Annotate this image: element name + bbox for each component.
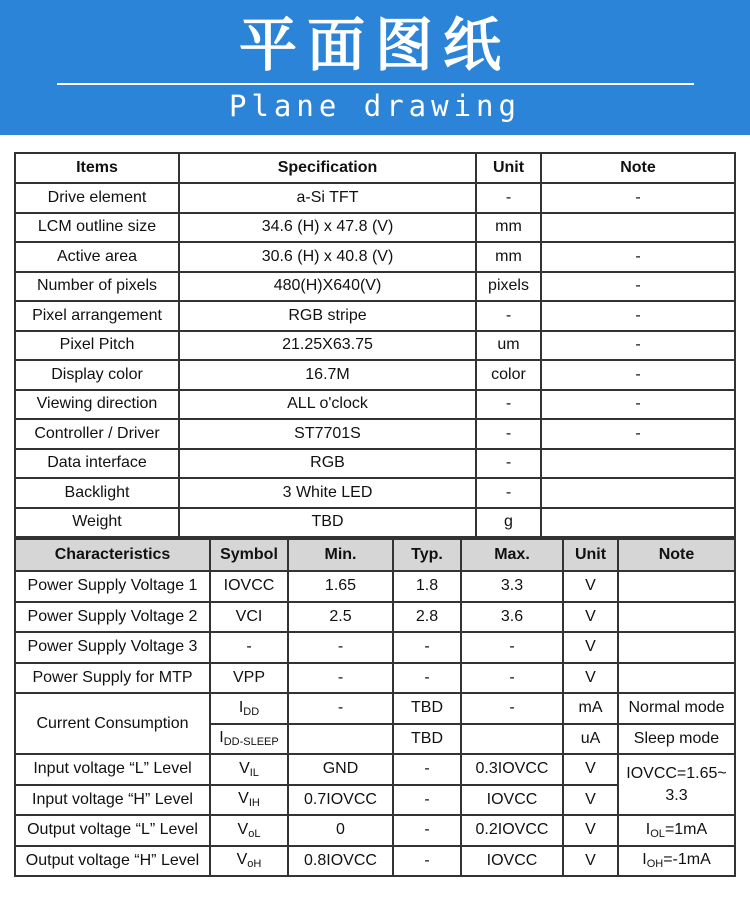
note-cell [618,602,735,633]
unit-cell: - [476,478,541,508]
unit-cell: V [563,846,618,877]
typ-header: Typ. [393,539,461,571]
symbol-cell [210,846,288,877]
note-subscript: OL [650,827,665,840]
table-row [15,360,735,390]
spec-cell: RGB [179,449,476,479]
note-main: I [642,851,647,869]
symbol-cell [210,754,288,785]
max-cell: 3.3 [461,571,563,602]
char-cell: Current Consumption [15,693,210,754]
min-cell: - [288,632,393,663]
note-cell: Normal mode [618,693,735,724]
spec-cell: a-Si TFT [179,183,476,213]
max-cell: IOVCC [461,785,563,816]
spec-cell: 34.6 (H) x 47.8 (V) [179,213,476,243]
symbol-subscript: IH [248,797,260,810]
note-header: Note [618,539,735,571]
table-row [15,449,735,479]
symbol-cell: VCI [210,602,288,633]
note-cell [541,508,735,538]
max-cell: - [461,632,563,663]
note-cell: - [541,183,735,213]
unit-cell: mm [476,213,541,243]
table-row [15,419,735,449]
note-cell: - [541,419,735,449]
table-row [15,242,735,272]
item-cell: Data interface [15,449,179,479]
spec-cell: 30.6 (H) x 40.8 (V) [179,242,476,272]
note-cell [618,632,735,663]
item-cell: Number of pixels [15,272,179,302]
table-row [15,301,735,331]
note-cell: - [541,242,735,272]
unit-cell: - [476,183,541,213]
item-cell: Weight [15,508,179,538]
max-cell: IOVCC [461,846,563,877]
unit-cell: - [476,390,541,420]
table-row [15,632,735,663]
unit-cell: - [476,301,541,331]
items-header: Items [15,153,179,183]
note-cell: - [541,301,735,331]
max-cell: 0.2IOVCC [461,815,563,846]
note-main: I [645,820,651,838]
char-cell: Power Supply for MTP [15,663,210,694]
symbol-cell [210,693,288,724]
min-cell: - [288,663,393,694]
symbol-main: I [238,698,244,716]
char-cell: Output voltage “L” Level [15,815,210,846]
note-header: Note [541,153,735,183]
max-cell: - [461,663,563,694]
table-row [15,846,735,877]
char-cell: Input voltage “L” Level [15,754,210,785]
typ-cell: - [393,815,461,846]
symbol-subscript: oH [247,858,262,871]
spec-tables [14,152,734,877]
table-row [15,693,735,724]
unit-header: Unit [563,539,618,571]
unit-cell: V [563,602,618,633]
specification-header: Specification [179,153,476,183]
specification-table [14,152,736,538]
symbol-main: V [239,759,250,777]
max-cell: 0.3IOVCC [461,754,563,785]
typ-cell: 2.8 [393,602,461,633]
item-cell: Viewing direction [15,390,179,420]
item-cell: Controller / Driver [15,419,179,449]
item-cell: Pixel arrangement [15,301,179,331]
banner-title: 平面图纸 [238,11,511,79]
table-row [15,815,735,846]
unit-cell: V [563,663,618,694]
typ-cell: - [393,754,461,785]
unit-cell: - [476,419,541,449]
unit-cell: V [563,785,618,816]
min-cell: 0 [288,815,393,846]
typ-cell: TBD [393,693,461,724]
note-cell [618,571,735,602]
min-cell: 2.5 [288,602,393,633]
note-cell [541,478,735,508]
spec-cell: TBD [179,508,476,538]
max-cell: 3.6 [461,602,563,633]
item-cell: Pixel Pitch [15,331,179,361]
note-cell: Sleep mode [618,724,735,755]
spec-cell: 16.7M [179,360,476,390]
max-header: Max. [461,539,563,571]
typ-cell: - [393,785,461,816]
unit-cell: mm [476,242,541,272]
symbol-subscript: DD-SLEEP [223,736,279,749]
item-cell: Display color [15,360,179,390]
note-rest: =1mA [664,820,708,838]
item-cell: LCM outline size [15,213,179,243]
typ-cell: TBD [393,724,461,755]
char-cell: Output voltage “H” Level [15,846,210,877]
min-cell: GND [288,754,393,785]
typ-cell: - [393,632,461,663]
item-cell: Active area [15,242,179,272]
symbol-main: I [219,729,224,747]
unit-cell: g [476,508,541,538]
symbol-cell: - [210,632,288,663]
symbol-main: V [237,820,249,838]
table-row [15,478,735,508]
note-cell: IOVCC=1.65~ 3.3 [618,754,735,815]
typ-cell: 1.8 [393,571,461,602]
symbol-cell [210,815,288,846]
unit-cell: V [563,754,618,785]
symbol-cell: IOVCC [210,571,288,602]
symbol-main: V [238,790,249,808]
unit-cell: um [476,331,541,361]
table-row [15,602,735,633]
spec-cell: ALL o'clock [179,390,476,420]
char-cell: Input voltage “H” Level [15,785,210,816]
min-cell: 0.8IOVCC [288,846,393,877]
spec-cell: 21.25X63.75 [179,331,476,361]
table-row [15,183,735,213]
symbol-cell: VPP [210,663,288,694]
item-cell: Backlight [15,478,179,508]
max-cell [461,724,563,755]
banner-subtitle: Plane drawing [229,89,521,123]
note-cell [618,846,735,877]
spec-cell: RGB stripe [179,301,476,331]
char-header-row [15,539,735,571]
min-cell: - [288,693,393,724]
unit-cell: mA [563,693,618,724]
char-cell: Power Supply Voltage 2 [15,602,210,633]
symbol-subscript: oL [248,827,261,840]
note-cell [618,663,735,694]
item-cell: Drive element [15,183,179,213]
note-rest: =-1mA [663,851,711,869]
max-cell: - [461,693,563,724]
symbol-subscript: IL [249,766,259,779]
char-cell: Power Supply Voltage 1 [15,571,210,602]
note-cell [541,449,735,479]
table-row [15,331,735,361]
unit-cell: pixels [476,272,541,302]
characteristics-header: Characteristics [15,539,210,571]
min-cell: 0.7IOVCC [288,785,393,816]
symbol-subscript: DD [243,705,260,718]
symbol-cell [210,785,288,816]
min-cell: 1.65 [288,571,393,602]
spec-header-row [15,153,735,183]
table-row [15,508,735,538]
note-cell [541,213,735,243]
table-row [15,272,735,302]
unit-header: Unit [476,153,541,183]
typ-cell: - [393,846,461,877]
banner-divider [57,83,694,85]
unit-cell: color [476,360,541,390]
unit-cell: V [563,632,618,663]
note-cell: - [541,360,735,390]
unit-cell: V [563,815,618,846]
table-row [15,390,735,420]
spec-cell: ST7701S [179,419,476,449]
unit-cell: - [476,449,541,479]
note-cell [618,815,735,846]
char-cell: Power Supply Voltage 3 [15,632,210,663]
typ-cell: - [393,663,461,694]
spec-cell: 3 White LED [179,478,476,508]
spec-cell: 480(H)X640(V) [179,272,476,302]
note-cell: - [541,272,735,302]
min-cell [288,724,393,755]
table-row [15,571,735,602]
table-row [15,663,735,694]
table-row [15,754,735,785]
symbol-main: V [236,851,248,869]
header-banner [0,0,750,135]
symbol-header: Symbol [210,539,288,571]
note-cell: - [541,331,735,361]
min-header: Min. [288,539,393,571]
unit-cell: V [563,571,618,602]
symbol-cell [210,724,288,755]
characteristics-table [14,538,736,877]
note-subscript: OH [646,858,664,871]
unit-cell: uA [563,724,618,755]
note-cell: - [541,390,735,420]
table-row [15,213,735,243]
